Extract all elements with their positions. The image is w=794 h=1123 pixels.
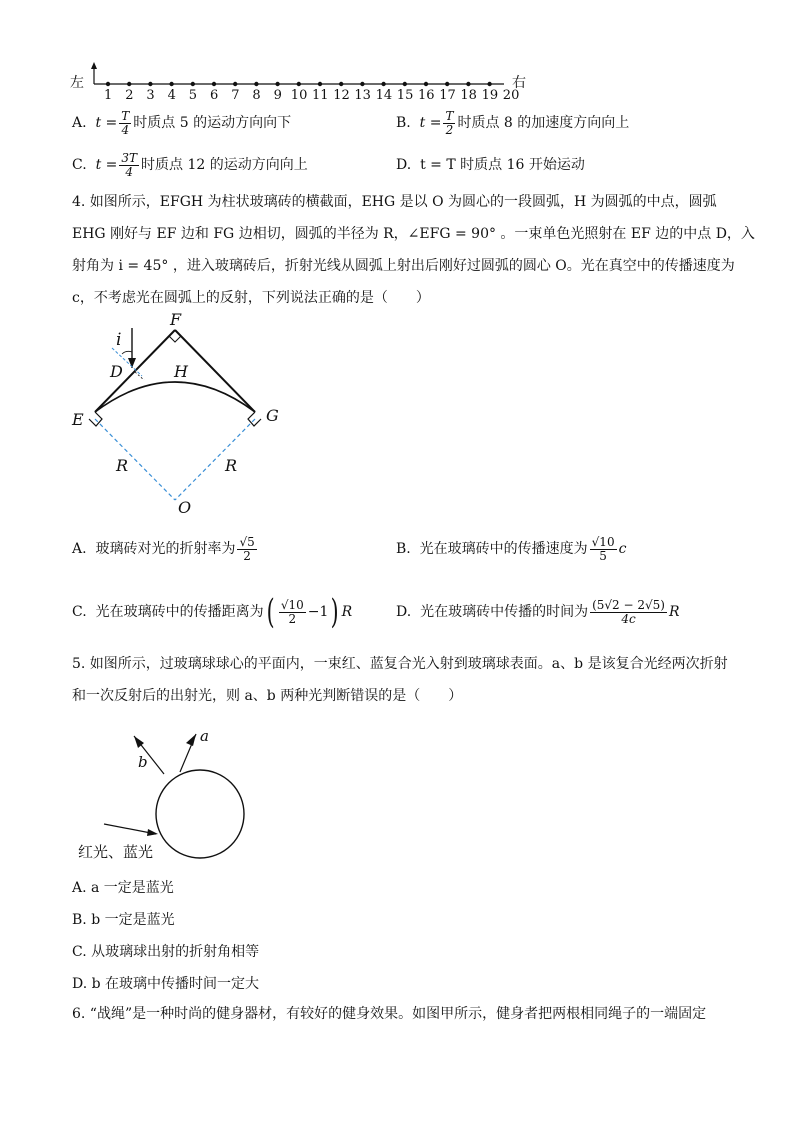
number-line-tick-label: 6 bbox=[210, 88, 219, 103]
fraction: $\frac{T}{4}$ bbox=[121, 108, 130, 137]
q3-option-c: C. t = $\frac{3T}{4}$ 时质点 12 的运动方向向上 bbox=[72, 150, 308, 179]
number-line-tick-label: 3 bbox=[146, 88, 155, 103]
q4-figure bbox=[60, 310, 300, 525]
q5-option-a: A. a 一定是蓝光 bbox=[72, 880, 174, 896]
fraction: $\frac{T}{2}$ bbox=[445, 108, 454, 137]
edge-ef bbox=[95, 330, 175, 412]
q5-line-1: 5. 如图所示，过玻璃球球心的平面内，一束红、蓝复合光入射到玻璃球表面。a、b 是该复合光经两次折射 bbox=[72, 656, 728, 672]
q4-option-a: A. 玻璃砖对光的折射率为 $\frac{√5}{2}$ bbox=[72, 534, 255, 563]
q5-option-d: D. b 在玻璃中传播时间一定大 bbox=[72, 976, 260, 992]
q4-line-3: 射角为 i = 45° ，进入玻璃砖后，折射光线从圆弧上射出后刚好过圆弧的圆心 O。光在真空中的传播速度为 bbox=[72, 258, 735, 274]
q6-line-1: 6. “战绳”是一种时尚的健身器材，有较好的健身效果。如图甲所示，健身者把两根相同绳子的一端固定 bbox=[72, 1006, 707, 1022]
fraction: $\frac{√10}{5}$ bbox=[591, 534, 615, 563]
incident-arrow bbox=[147, 829, 158, 836]
q4-option-d: D. 光在玻璃砖中传播的时间为 $\frac{(5√2 - 2√5)}{4c}$ R bbox=[396, 597, 680, 626]
number-line-tick-label: 10 bbox=[290, 88, 308, 103]
fraction: $\frac{3T}{4}$ bbox=[121, 150, 138, 179]
label-e: E bbox=[72, 410, 84, 429]
ray-a-arrow bbox=[186, 734, 196, 746]
label-i: i bbox=[116, 330, 122, 350]
fraction: $\frac{√10}{2}$ bbox=[280, 597, 304, 626]
number-line-tick-label: 5 bbox=[188, 88, 198, 103]
number-line-tick-label: 8 bbox=[252, 88, 261, 103]
radius-go bbox=[175, 419, 255, 500]
fraction: $\frac{√5}{2}$ bbox=[239, 534, 255, 563]
number-line-tick-label: 13 bbox=[354, 88, 371, 103]
q4-line-2: EHG 刚好与 EF 边和 FG 边相切，圆弧的半径为 R，∠EFG = 90° 。一束单色光照射在 EF 边的中点 D，入 bbox=[72, 226, 755, 242]
label-g: G bbox=[266, 406, 279, 425]
label-h: H bbox=[174, 362, 188, 381]
label-a: a bbox=[200, 727, 209, 745]
q4-option-b: B. 光在玻璃砖中的传播速度为 $\frac{√10}{5}$ c bbox=[396, 534, 627, 563]
q4-line-4: c，不考虑光在圆弧上的反射，下列说法正确的是（ ） bbox=[72, 290, 430, 306]
number-line-tick-label: 7 bbox=[231, 88, 240, 103]
number-line-tick-label: 9 bbox=[273, 88, 282, 103]
number-line-tick-label: 16 bbox=[418, 88, 435, 103]
label-r-left: R bbox=[116, 456, 129, 475]
number-line-right-label: 右 bbox=[512, 75, 526, 91]
label-b: b bbox=[138, 753, 148, 771]
label-r-right: R bbox=[225, 456, 238, 475]
number-line-left-label: 左 bbox=[70, 75, 84, 91]
q5-line-2: 和一次反射后的出射光，则 a、b 两种光判断错误的是（ ） bbox=[72, 688, 463, 704]
label-f: F bbox=[170, 310, 182, 329]
figure-caption: 红光、蓝光 bbox=[78, 843, 154, 861]
q3-option-a: A. t = $\frac{T}{4}$ 时质点 5 的运动方向向下 bbox=[72, 108, 292, 137]
number-line-tick-label: 15 bbox=[396, 88, 414, 103]
radius-eo bbox=[95, 419, 175, 500]
number-line bbox=[70, 62, 540, 102]
number-line-tick-label: 12 bbox=[333, 88, 350, 103]
glass-sphere bbox=[156, 770, 244, 858]
number-line-tick-label: 4 bbox=[167, 88, 176, 103]
number-line-tick-label: 14 bbox=[375, 88, 393, 103]
number-line-tick-label: 2 bbox=[125, 88, 134, 103]
q3-option-d: D. t = T 时质点 16 开始运动 bbox=[396, 157, 585, 173]
fraction: $\frac{(5√2 - 2√5)}{4c}$ bbox=[592, 597, 665, 626]
number-line-tick-label: 17 bbox=[439, 88, 456, 103]
number-line-tick-label: 18 bbox=[460, 88, 477, 103]
q5-option-b: B. b 一定是蓝光 bbox=[72, 912, 175, 928]
number-line-tick-label: 19 bbox=[481, 88, 499, 103]
q4-line-1: 4. 如图所示，EFGH 为柱状玻璃砖的横截面，EHG 是以 O 为圆心的一段圆弧，H 为圆弧的中点，圆弧 bbox=[72, 194, 717, 210]
q3-option-b: B. t = $\frac{T}{2}$ 时质点 8 的加速度方向向上 bbox=[396, 108, 630, 137]
glass-brick-diagram bbox=[60, 310, 300, 525]
angle-i-arc bbox=[122, 351, 132, 354]
q5-option-c: C. 从玻璃球出射的折射角相等 bbox=[72, 944, 260, 960]
number-line-tick-label: 20 bbox=[502, 88, 520, 103]
q4-option-c: C. 光在玻璃砖中的传播距离为 ( $\frac{√10}{2}$ −1 ) R bbox=[72, 592, 353, 632]
label-o: O bbox=[178, 498, 192, 517]
number-line-tick-label: 1 bbox=[104, 88, 113, 103]
label-d: D bbox=[110, 362, 123, 381]
right-angle-f bbox=[169, 336, 181, 342]
q5-figure bbox=[72, 724, 272, 864]
number-line-tick-label: 11 bbox=[312, 88, 329, 103]
